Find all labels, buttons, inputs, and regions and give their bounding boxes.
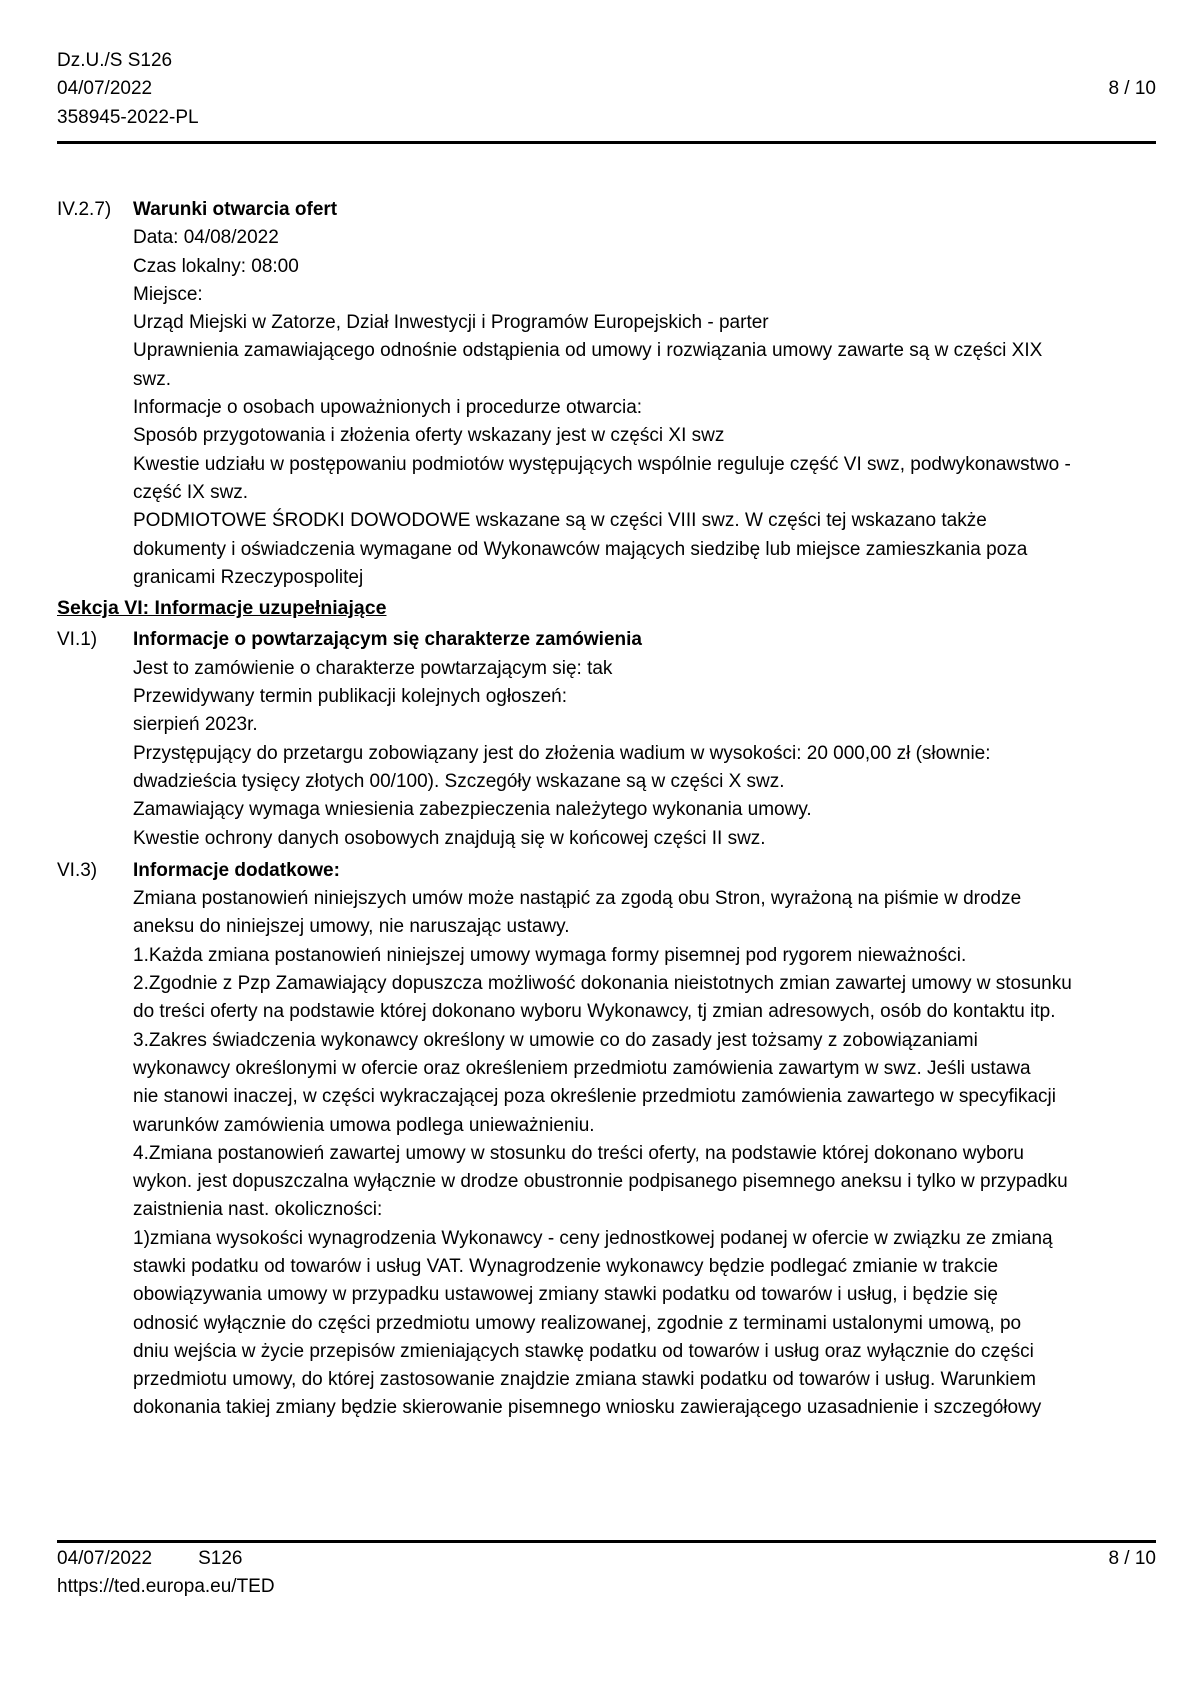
header-divider — [57, 141, 1156, 144]
section-body — [133, 857, 1156, 1423]
text-line: przedmiotu umowy, do której zastosowanie znajdzie zmiana stawki podatku od towarów i usług. Warunkiem — [133, 1369, 1036, 1391]
section-number: IV.2.7) — [57, 199, 112, 220]
text-line: swz. — [133, 368, 171, 390]
text-line: dokonania takiej zmiany będzie skierowanie pisemnego wniosku zawierającego uzasadnienie i szczegółowy — [133, 1397, 1042, 1419]
text-line: sierpień 2023r. — [133, 714, 258, 736]
text-line: Kwestie ochrony danych osobowych znajdują się w końcowej części II swz. — [133, 827, 766, 849]
text-line: Miejsce: — [133, 283, 203, 305]
footer-date: 04/07/2022 — [57, 1548, 153, 1569]
publication-date: 04/07/2022 — [57, 78, 153, 100]
text-line: Przewidywany termin publikacji kolejnych ogłoszeń: — [133, 686, 568, 708]
text-line: Data: 04/08/2022 — [133, 227, 279, 249]
text-line: Przystępujący do przetargu zobowiązany jest do złożenia wadium w wysokości: 20 000,00 zł (słownie: — [133, 742, 991, 764]
notice-id: 358945-2022-PL — [57, 106, 199, 128]
text-line: 1.Każda zmiana postanowień niniejszej umowy wymaga formy pisemnej pod rygorem nieważności. — [133, 944, 967, 966]
text-line: PODMIOTOWE ŚRODKI DOWODOWE wskazane są w części VIII swz. W części tej wskazano także — [133, 510, 987, 532]
journal-number: Dz.U./S S126 — [57, 50, 173, 71]
footer-divider — [57, 1540, 1156, 1543]
text-line: 3.Zakres świadczenia wykonawcy określony w umowie co do zasady jest tożsamy z zobowiązaniami — [133, 1029, 978, 1051]
text-line: Urząd Miejski w Zatorze, Dział Inwestycji i Programów Europejskich - parter — [133, 312, 769, 334]
text-line: Czas lokalny: 08:00 — [133, 255, 299, 277]
section — [57, 626, 1156, 852]
text-line: Kwestie udziału w postępowaniu podmiotów występujących wspólnie reguluje część VI swz, podwykonawstwo - — [133, 453, 1071, 475]
text-line: stawki podatku od towarów i usług VAT. Wynagrodzenie wykonawcy będzie podlegać zmianie w trakcie — [133, 1255, 999, 1277]
text-line: obowiązywania umowy w przypadku ustawowej zmiany stawki podatku od towarów i usług, i będzie się — [133, 1284, 998, 1306]
text-line: Sposób przygotowania i złożenia oferty wskazany jest w części XI swz — [133, 425, 725, 447]
section-body — [133, 196, 1156, 592]
section-number: VI.3) — [57, 859, 98, 881]
footer-url: https://ted.europa.eu/TED — [57, 1576, 275, 1598]
section-number: VI.1) — [57, 629, 98, 651]
text-line: 2.Zgodnie z Pzp Zamawiający dopuszcza możliwość dokonania nieistotnych zmian zawartej umowy w stosunku — [133, 973, 1072, 995]
text-line: 1)zmiana wysokości wynagrodzenia Wykonawcy - ceny jednostkowej podanej w ofercie w związku ze zmianą — [133, 1227, 1053, 1249]
text-line: warunków zamówienia umowa podlega unieważnieniu. — [133, 1114, 595, 1136]
text-line: Zmiana postanowień niniejszych umów może nastąpić za zgodą obu Stron, wyrażoną na piśmie w drodze — [133, 888, 1022, 910]
text-line: nie stanowi inaczej, w części wykraczającej poza określenie przedmiotu zamówienia zawartego w specyfikacji — [133, 1086, 1056, 1108]
section-title: Informacje o powtarzającym się charakterze zamówienia — [133, 629, 642, 651]
page-indicator-top: 8 / 10 — [1108, 78, 1156, 100]
section-body — [133, 626, 1156, 852]
text-line: część IX swz. — [133, 481, 249, 503]
text-line: Informacje o osobach upoważnionych i procedurze otwarcia: — [133, 397, 643, 419]
text-line: granicami Rzeczypospolitej — [133, 566, 364, 588]
text-line: Zamawiający wymaga wniesienia zabezpieczenia należytego wykonania umowy. — [133, 799, 812, 821]
text-line: aneksu do niniejszej umowy, nie naruszając ustawy. — [133, 916, 570, 938]
content — [57, 196, 1156, 1423]
text-line: wykon. jest dopuszczalna wyłącznie w drodze obustronnie podpisanego pisemnego aneksu i tylko w przypadku — [133, 1171, 1068, 1193]
page-header — [57, 47, 199, 132]
text-line: do treści oferty na podstawie której dokonano wyboru Wykonawcy, tj zmian adresowych, osób do kontaktu itp. — [133, 1001, 1056, 1023]
section-title: Warunki otwarcia ofert — [133, 199, 338, 220]
section — [57, 857, 1156, 1423]
text-line: 4.Zmiana postanowień zawartej umowy w stosunku do treści oferty, na podstawie której dokonano wyboru — [133, 1142, 1024, 1164]
text-line: Jest to zamówienie o charakterze powtarzającym się: tak — [133, 657, 613, 679]
text-line: Uprawnienia zamawiającego odnośnie odstąpienia od umowy i rozwiązania umowy zawarte są w części XIX — [133, 340, 1043, 362]
text-line: dniu wejścia w życie przepisów zmieniających stawkę podatku od towarów i usług oraz wyłącznie do części — [133, 1340, 1034, 1362]
page-footer — [57, 1545, 275, 1602]
section-vi-heading: Sekcja VI: Informacje uzupełniające — [57, 597, 387, 620]
section-title: Informacje dodatkowe: — [133, 859, 340, 881]
footer-meta-row — [57, 1545, 275, 1573]
text-line: dwadzieścia tysięcy złotych 00/100). Szczegóły wskazane są w części X swz. — [133, 770, 785, 792]
footer-series: S126 — [198, 1548, 243, 1569]
text-line: wykonawcy określonymi w ofercie oraz określeniem przedmiotu zamówienia zawartym w swz. Jeśli ustawa — [133, 1057, 1031, 1079]
text-line: odnosić wyłącznie do części przedmiotu umowy realizowanej, zgodnie z terminami ustalonymi umową, po — [133, 1312, 1022, 1334]
text-line: dokumenty i oświadczenia wymagane od Wykonawców mających siedzibę lub miejsce zamieszkania poza — [133, 538, 1028, 560]
text-line: zaistnienia nast. okoliczności: — [133, 1199, 383, 1221]
section — [57, 196, 1156, 592]
page-indicator-bottom: 8 / 10 — [1108, 1548, 1156, 1569]
